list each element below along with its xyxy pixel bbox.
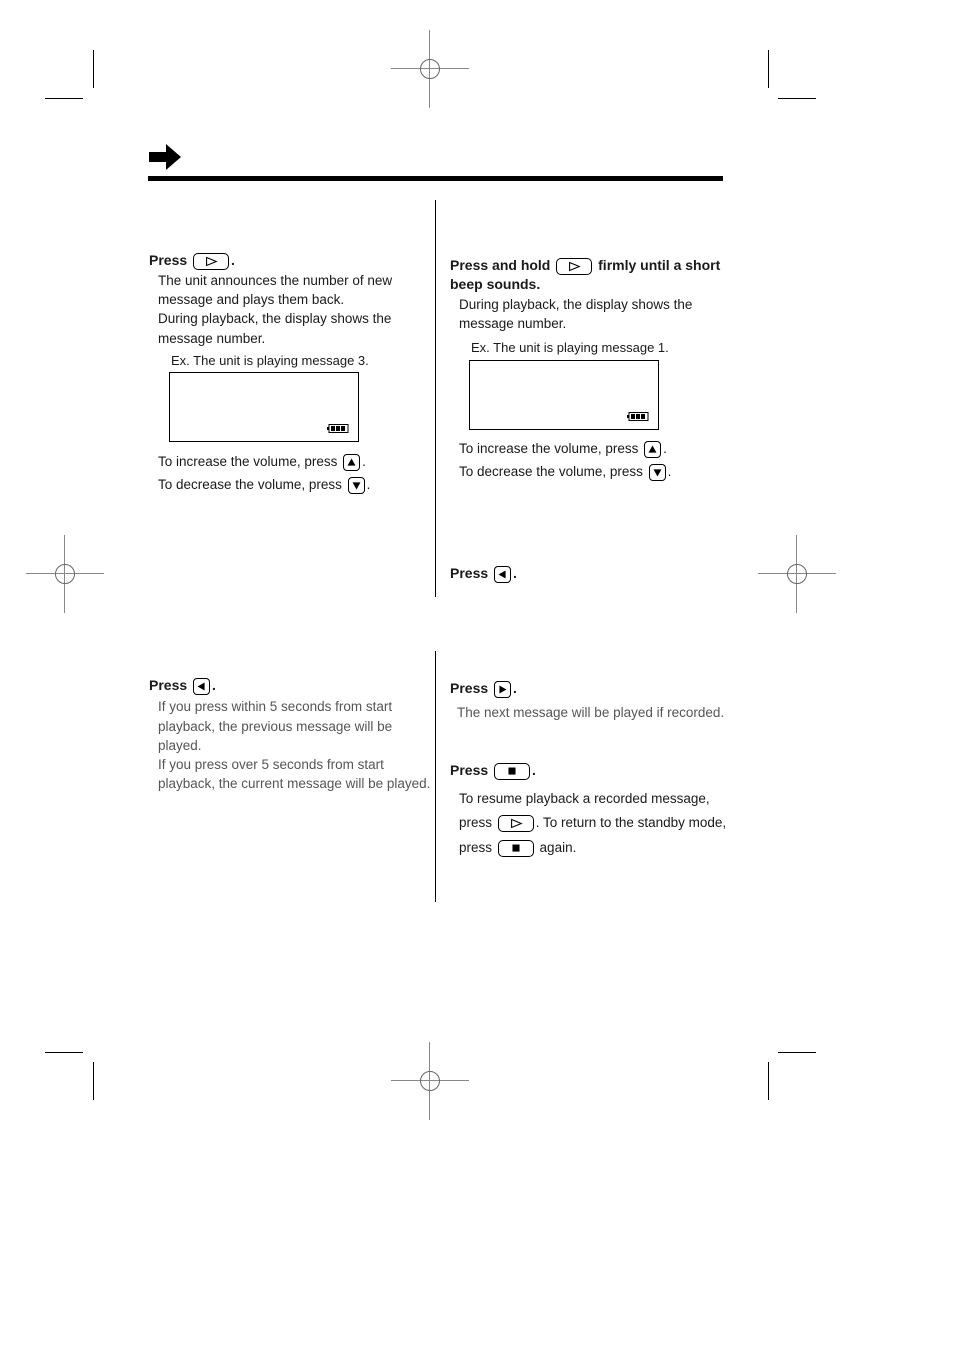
volume-down-key-icon bbox=[649, 464, 666, 481]
body-line: The next message will be played if recorded. bbox=[457, 705, 725, 720]
registration-mark bbox=[391, 1042, 469, 1120]
crop-mark bbox=[45, 98, 83, 99]
play-key-icon bbox=[498, 815, 534, 832]
crop-mark bbox=[778, 98, 816, 99]
instruction-press-back: Press . bbox=[450, 565, 517, 581]
battery-icon bbox=[327, 424, 349, 433]
crop-mark bbox=[768, 50, 769, 88]
crop-mark bbox=[778, 1052, 816, 1053]
instruction-line: beep sounds. bbox=[450, 276, 541, 292]
volume-up-instruction: To increase the volume, press . bbox=[459, 441, 667, 456]
header-rule bbox=[148, 176, 723, 181]
arrow-right-icon bbox=[149, 144, 181, 170]
body-line: message number. bbox=[158, 331, 266, 346]
back-key-icon bbox=[193, 678, 210, 695]
body-line: During playback, the display shows the bbox=[459, 297, 693, 312]
volume-up-key-icon bbox=[644, 441, 661, 458]
volume-up-key-icon bbox=[343, 454, 360, 471]
column-divider bbox=[435, 651, 436, 902]
play-key-icon bbox=[193, 253, 229, 270]
body-line: playback, the previous message will be bbox=[158, 719, 393, 734]
back-key-icon bbox=[494, 566, 511, 583]
body-line: During playback, the display shows the bbox=[158, 311, 392, 326]
body-line: playback, the current message will be played. bbox=[158, 776, 431, 791]
body-line: played. bbox=[158, 738, 202, 753]
instruction-press-stop: Press . bbox=[450, 762, 536, 778]
example-caption: Ex. The unit is playing message 3. bbox=[171, 353, 369, 368]
registration-mark bbox=[758, 535, 836, 613]
registration-mark bbox=[26, 535, 104, 613]
crop-mark bbox=[93, 50, 94, 88]
stop-key-icon bbox=[498, 840, 534, 857]
body-line: The unit announces the number of new bbox=[158, 273, 393, 288]
column-divider bbox=[435, 200, 436, 597]
body-line: If you press within 5 seconds from start bbox=[158, 699, 393, 714]
body-line: To resume playback a recorded message, bbox=[459, 791, 710, 806]
volume-down-instruction: To decrease the volume, press . bbox=[158, 477, 371, 492]
skip-key-icon bbox=[494, 681, 511, 698]
volume-up-instruction: To increase the volume, press . bbox=[158, 454, 366, 469]
crop-mark bbox=[45, 1052, 83, 1053]
body-line: If you press over 5 seconds from start bbox=[158, 757, 384, 772]
body-line: message and plays them back. bbox=[158, 292, 345, 307]
body-line: press again. bbox=[459, 840, 577, 855]
body-line: message number. bbox=[459, 316, 567, 331]
crop-mark bbox=[93, 1062, 94, 1100]
instruction-press-hold-play: Press and hold firmly until a short bbox=[450, 257, 721, 273]
instruction-press-back: Press . bbox=[149, 677, 216, 693]
instruction-press-play: Press . bbox=[149, 252, 235, 268]
lcd-display bbox=[169, 372, 359, 442]
body-line: press . To return to the standby mode, bbox=[459, 815, 727, 830]
play-key-icon bbox=[556, 258, 592, 275]
volume-down-instruction: To decrease the volume, press . bbox=[459, 464, 672, 479]
example-caption: Ex. The unit is playing message 1. bbox=[471, 340, 669, 355]
stop-key-icon bbox=[494, 763, 530, 780]
instruction-press-skip: Press . bbox=[450, 680, 517, 696]
registration-mark bbox=[391, 30, 469, 108]
lcd-display bbox=[469, 360, 659, 430]
crop-mark bbox=[768, 1062, 769, 1100]
volume-down-key-icon bbox=[348, 477, 365, 494]
battery-icon bbox=[627, 412, 649, 421]
